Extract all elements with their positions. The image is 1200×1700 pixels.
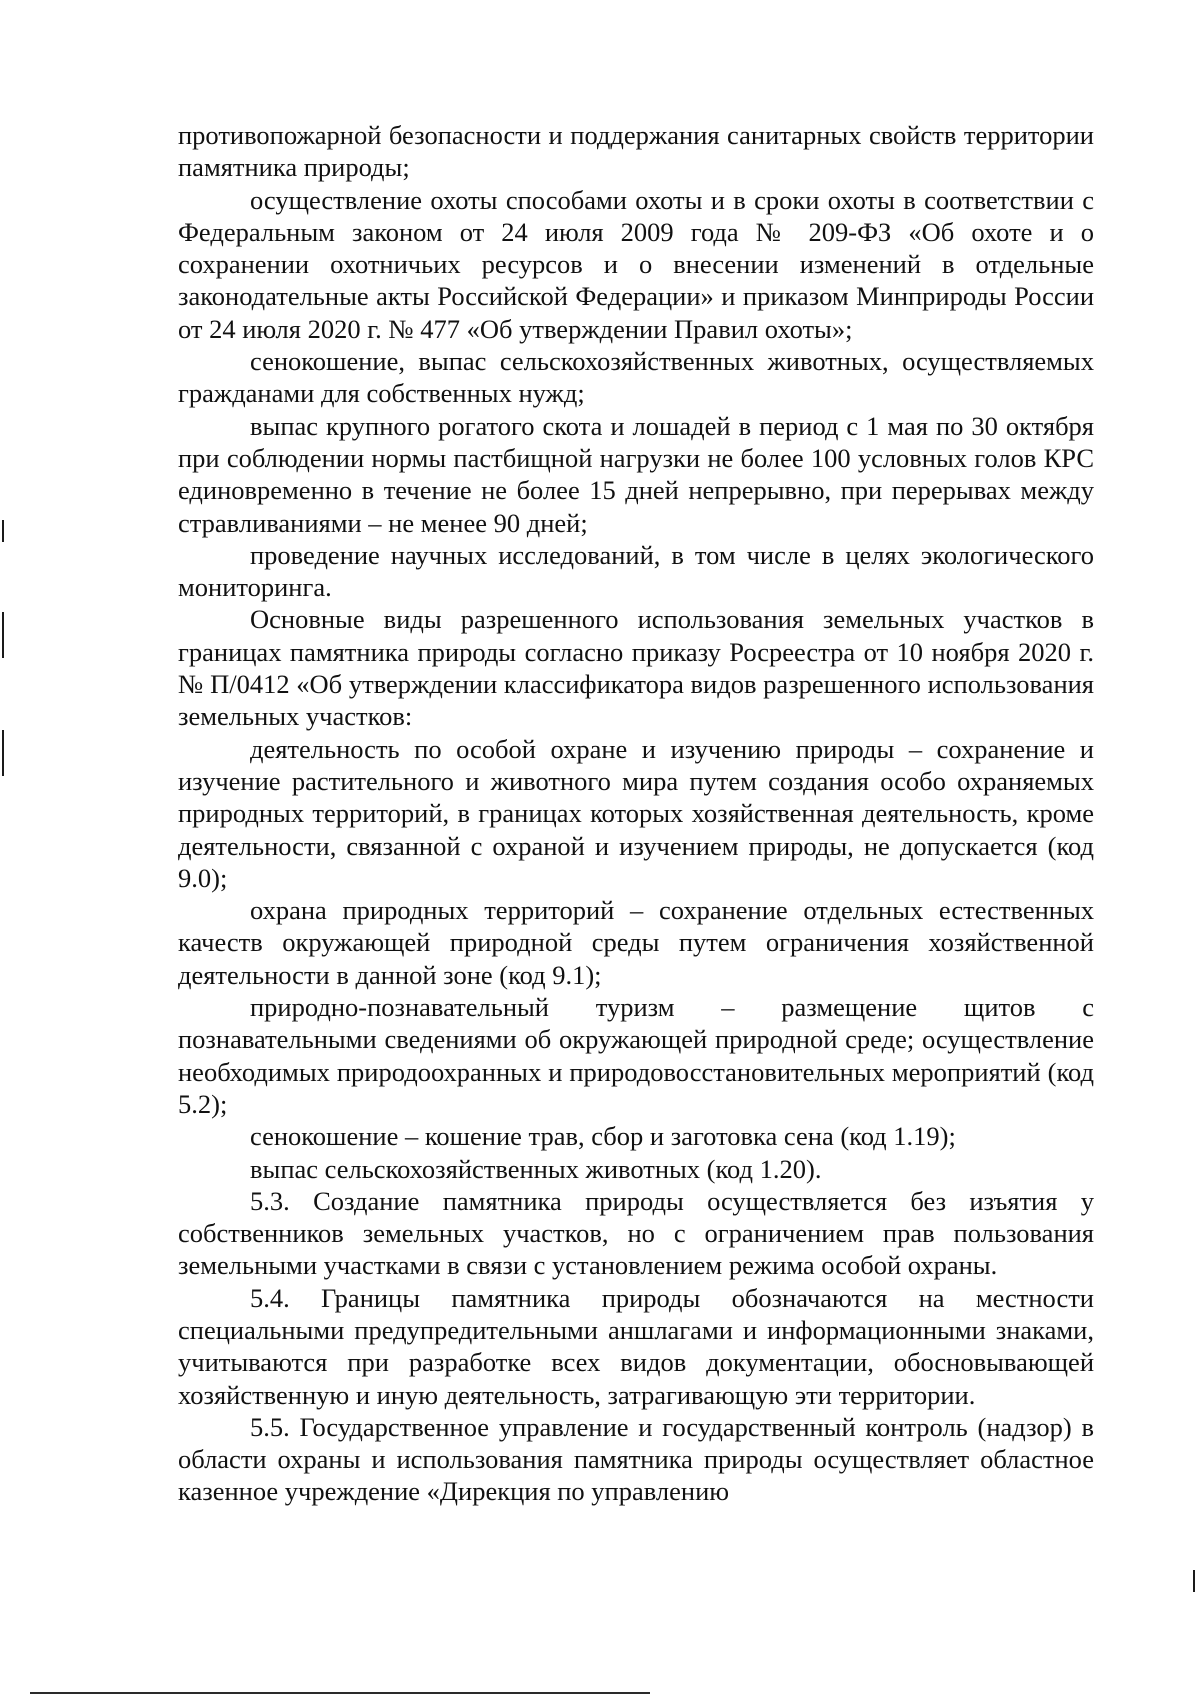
scan-edge-line <box>30 1692 650 1694</box>
paragraph: выпас сельскохозяйственных животных (код 1.20). <box>250 1153 822 1184</box>
paragraph: сенокошение – кошение трав, сбор и заготовка сена (код 1.19); <box>250 1121 956 1152</box>
paragraph: сенокошение, выпас сельскохозяйственных животных, осуществляемых гражданами для собственных нужд; <box>178 346 1094 409</box>
paragraph: Основные виды разрешенного использования земельных участков в границах памятника природы согласно приказу Росреестра от 10 ноября 2020 г. № П/0412 «Об утверждении классификатора видов разрешенного использования земельных участков: <box>178 604 1094 732</box>
paragraph: охрана природных территорий – сохранение отдельных естественных качеств окружающей природной среды путем ограничения хозяйственной деятельности в данной зоне (код 9.1); <box>178 895 1094 990</box>
paragraph: выпас крупного рогатого скота и лошадей в период с 1 мая по 30 октября при соблюдении нормы пастбищной нагрузки не более 100 условных голов КРС единовременно в течение не более 15 дней непрерывно, при перерывах между стравливаниями – не менее 90 дней; <box>178 410 1094 538</box>
paragraph: 5.5. Государственное управление и государственный контроль (надзор) в области охраны и использования памятника природы осуществляет областное казенное учреждение «Дирекция по управлению <box>178 1411 1094 1507</box>
scan-artifact-mark <box>1193 1570 1195 1592</box>
scan-artifact-mark <box>2 520 4 542</box>
paragraph: 5.3. Создание памятника природы осуществляется без изъятия у собственников земельных участков, но с ограничением прав пользования земельными участками в связи с установлением режима особой охраны. <box>178 1185 1094 1281</box>
paragraph: деятельность по особой охране и изучению природы – сохранение и изучение растительного и животного мира путем создания особо охраняемых природных территорий, в границах которых хозяйственная деятельность, кроме деятельности, связанной с охраной и изучением природы, не допускается (код 9.0); <box>178 733 1094 893</box>
paragraph: осуществление охоты способами охоты и в сроки охоты в соответствии с Федеральным законом от 24 июля 2009 года № 209-ФЗ «Об охоте и о сохранении охотничьих ресурсов и о внесении изменений в отдельные законодательные акты Российской Федерации» и приказом Минприроды России от 24 июля 2020 г. № 477 «Об утверждении Правил охоты»; <box>178 184 1094 344</box>
scan-artifact-mark <box>2 730 4 776</box>
paragraph: проведение научных исследований, в том числе в целях экологического мониторинга. <box>178 539 1094 603</box>
paragraph: противопожарной безопасности и поддержания санитарных свойств территории памятника природы; <box>178 120 1094 183</box>
paragraph: природно-познавательный туризм – размещение щитов с познавательными сведениями об окружающей природной среде; осуществление необходимых природоохранных и природовосстановительных мероприятий (код 5.2); <box>178 992 1094 1119</box>
scan-artifact-mark <box>2 612 4 658</box>
document-body <box>178 119 1094 1508</box>
paragraph: 5.4. Границы памятника природы обозначаются на местности специальными предупредительными аншлагами и информационными знаками, учитываются при разработке всех видов документации, обосновывающей хозяйственную и иную деятельность, затрагивающую эти территории. <box>178 1282 1094 1410</box>
